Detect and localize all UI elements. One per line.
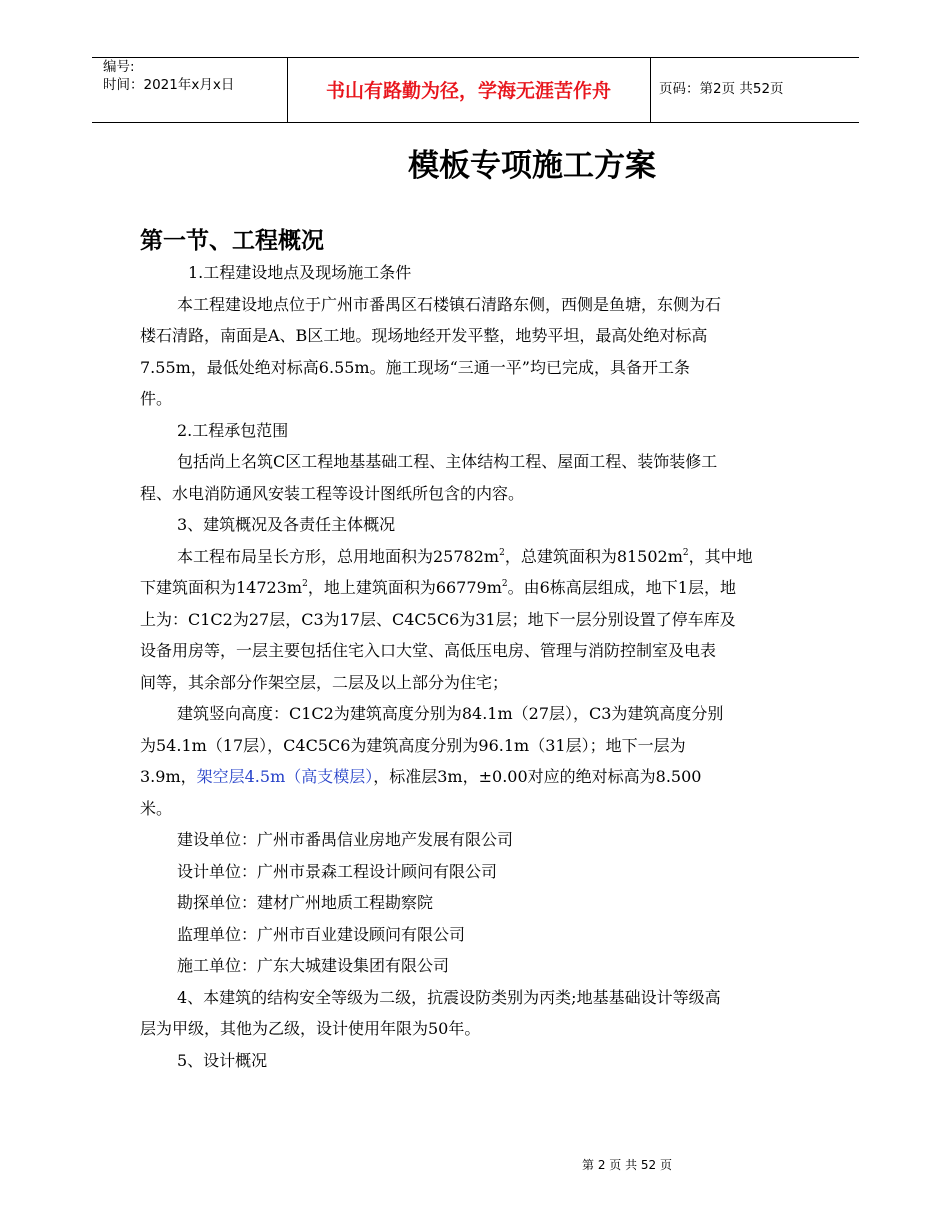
body-line: 本工程建设地点位于广州市番禺区石楼镇石清路东侧，西侧是鱼塘，东侧为石 bbox=[177, 294, 722, 314]
body-line: 建筑竖向高度：C1C2为建筑高度分别为84.1m（27层），C3为建筑高度分别 bbox=[177, 704, 724, 723]
text-run: 。由6栋高层组成，地下1层，地 bbox=[507, 578, 736, 597]
text-run: 本工程布局呈长方形，总用地面积为25782m bbox=[177, 546, 500, 566]
paragraph-heading-5: 5、设计概况 bbox=[177, 1050, 268, 1070]
header-page-info: 页码：第2页 共52页 bbox=[659, 81, 784, 97]
body-line bbox=[140, 761, 820, 793]
header-motto: 书山有路勤为径，学海无涯苦作舟 bbox=[325, 80, 611, 102]
superscript: 2 bbox=[501, 579, 508, 589]
section-heading: 第一节、工程概况 bbox=[140, 228, 324, 254]
body-line: 上为：C1C2为27层，C3为17层、C4C5C6为31层；地下一层分别设置了停车库及 bbox=[140, 609, 736, 629]
text-run: ，标准层3m，±0.00对应的绝对标高为8.500 bbox=[373, 767, 702, 786]
body-line: 楼石清路，南面是A、B区工地。现场地经开发平整，地势平坦，最高处绝对标高 bbox=[140, 326, 708, 345]
paragraph-heading-2: 2.工程承包范围 bbox=[177, 420, 289, 440]
text-run: 下建筑面积为14723m bbox=[140, 578, 303, 597]
body-line: 4、本建筑的结构安全等级为二级，抗震设防类别为丙类;地基基础设计等级高 bbox=[177, 987, 721, 1007]
body-line bbox=[140, 541, 820, 573]
body-line: 包括尚上名筑C区工程地基基础工程、主体结构工程、屋面工程、装饰装修工 bbox=[177, 452, 718, 471]
text-run: ，其中地 bbox=[688, 546, 753, 566]
unit-supervise: 监理单位：广州市百业建设顾问有限公司 bbox=[177, 924, 466, 944]
text-run: ，地上建筑面积为66779m bbox=[307, 578, 502, 597]
superscript: 2 bbox=[682, 547, 689, 558]
unit-survey: 勘探单位：建材广州地质工程勘察院 bbox=[177, 893, 434, 912]
body-line: 件。 bbox=[140, 389, 173, 408]
body-line: 为54.1m（17层），C4C5C6为建筑高度分别为96.1m（31层）；地下一层为 bbox=[140, 735, 686, 755]
paragraph-heading-3: 3、建筑概况及各责任主体概况 bbox=[177, 515, 396, 534]
doc-time-label: 时间：2021年x月x日 bbox=[103, 77, 235, 93]
body-line bbox=[140, 572, 820, 604]
text-run: 3.9m， bbox=[140, 767, 197, 786]
header-divider-right bbox=[650, 57, 651, 123]
paragraph-heading-1: 1.工程建设地点及现场施工条件 bbox=[188, 263, 412, 282]
unit-build: 建设单位：广州市番禺信业房地产发展有限公司 bbox=[177, 830, 514, 849]
doc-number-label: 编号: bbox=[103, 59, 135, 75]
unit-construct: 施工单位：广东大城建设集团有限公司 bbox=[177, 956, 450, 975]
superscript: 2 bbox=[302, 579, 308, 589]
body-line: 间等，其余部分作架空层，二层及以上部分为住宅； bbox=[140, 672, 509, 692]
body-line: 设备用房等，一层主要包括住宅入口大堂、高低压电房、管理与消防控制室及电表 bbox=[140, 641, 717, 660]
body-line: 7.55m，最低处绝对标高6.55m。施工现场“三通一平”均已完成，具备开工条 bbox=[140, 357, 690, 377]
header-bottom-rule bbox=[92, 122, 859, 123]
body-line: 米。 bbox=[140, 798, 173, 818]
document-body bbox=[140, 257, 820, 1076]
body-line: 层为甲级，其他为乙级，设计使用年限为50年。 bbox=[140, 1019, 481, 1038]
highlighted-text: 架空层4.5m（高支模层） bbox=[196, 767, 374, 786]
document-title: 模板专项施工方案 bbox=[408, 148, 656, 184]
body-line: 程、水电消防通风安装工程等设计图纸所包含的内容。 bbox=[140, 483, 525, 503]
text-run: ，总建筑面积为81502m bbox=[504, 546, 683, 566]
header-top-rule bbox=[92, 57, 859, 58]
unit-design: 设计单位：广州市景森工程设计顾问有限公司 bbox=[177, 861, 498, 881]
superscript: 2 bbox=[499, 547, 505, 558]
page-footer: 第 2 页 共 52 页 bbox=[582, 1158, 672, 1172]
